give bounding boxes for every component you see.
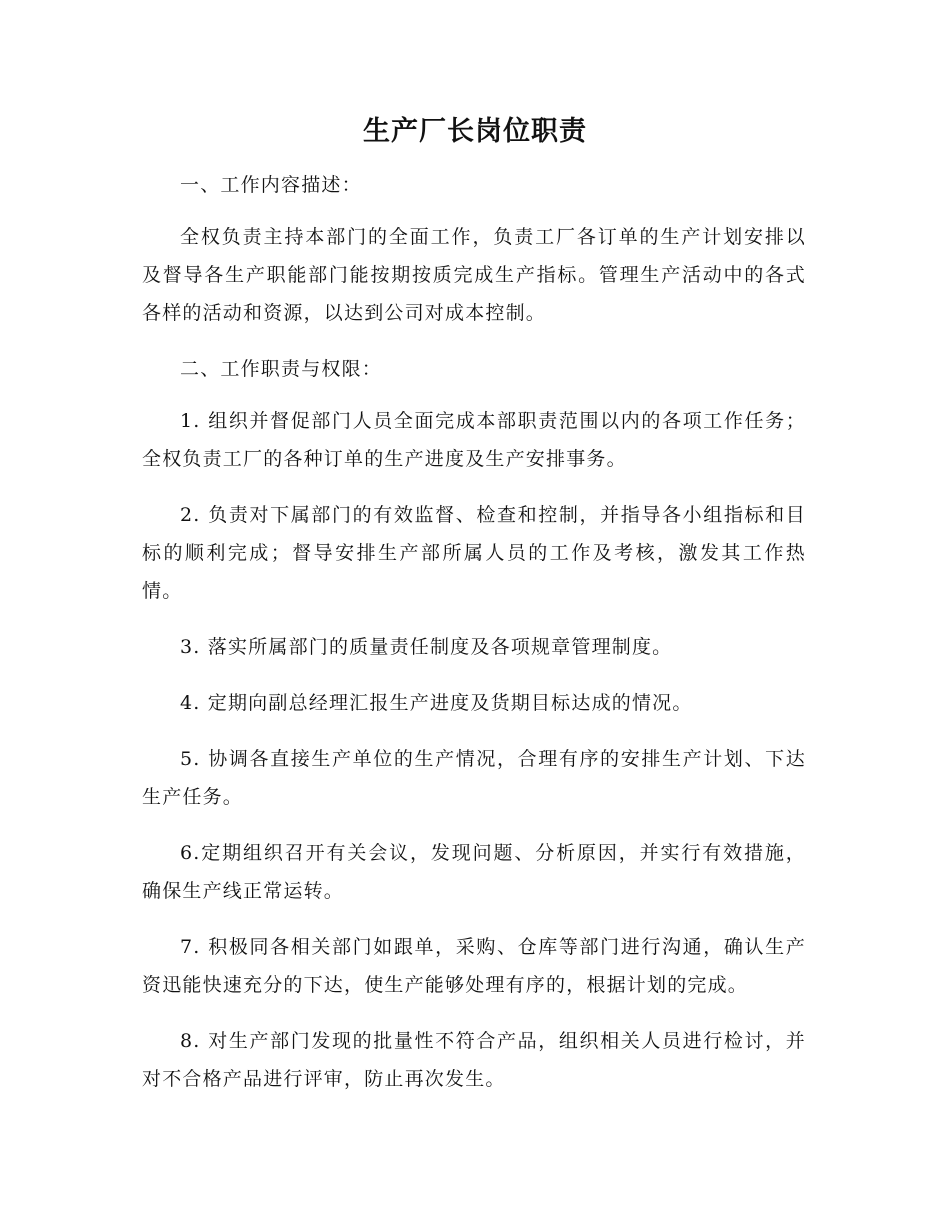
duty-item-8: 8. 对生产部门发现的批量性不符合产品，组织相关人员进行检讨，并对不合格产品进行评审，防止再次发生。 [142, 1030, 806, 1090]
document-body [142, 166, 806, 1116]
duty-item-3: 3. 落实所属部门的质量责任制度及各项规章管理制度。 [180, 636, 673, 658]
duty-item-5: 5. 协调各直接生产单位的生产情况，合理有序的安排生产计划、下达生产任务。 [142, 748, 806, 808]
duty-item-6: 6.定期组织召开有关会议，发现问题、分析原因，并实行有效措施，确保生产线正常运转。 [142, 842, 806, 902]
section-heading-duties: 二、工作职责与权限： [180, 358, 383, 380]
duty-item-7: 7. 积极同各相关部门如跟单，采购、仓库等部门进行沟通，确认生产资迅能快速充分的下达，使生产能够处理有序的，根据计划的完成。 [142, 936, 806, 996]
duty-item-1: 1. 组织并督促部门人员全面完成本部职责范围以内的各项工作任务；全权负责工厂的各种订单的生产进度及生产安排事务。 [142, 410, 806, 470]
paragraph-work-description: 全权负责主持本部门的全面工作，负责工厂各订单的生产计划安排以及督导各生产职能部门能按期按质完成生产指标。管理生产活动中的各式各样的活动和资源，以达到公司对成本控制。 [142, 226, 806, 324]
duty-item-2: 2. 负责对下属部门的有效监督、检查和控制，并指导各小组指标和目标的顺利完成；督导安排生产部所属人员的工作及考核，激发其工作热情。 [142, 504, 806, 602]
section-heading-work-description: 一、工作内容描述： [180, 174, 362, 196]
document-title: 生产厂长岗位职责 [363, 116, 587, 147]
duty-item-4: 4. 定期向副总经理汇报生产进度及货期目标达成的情况。 [180, 692, 693, 714]
